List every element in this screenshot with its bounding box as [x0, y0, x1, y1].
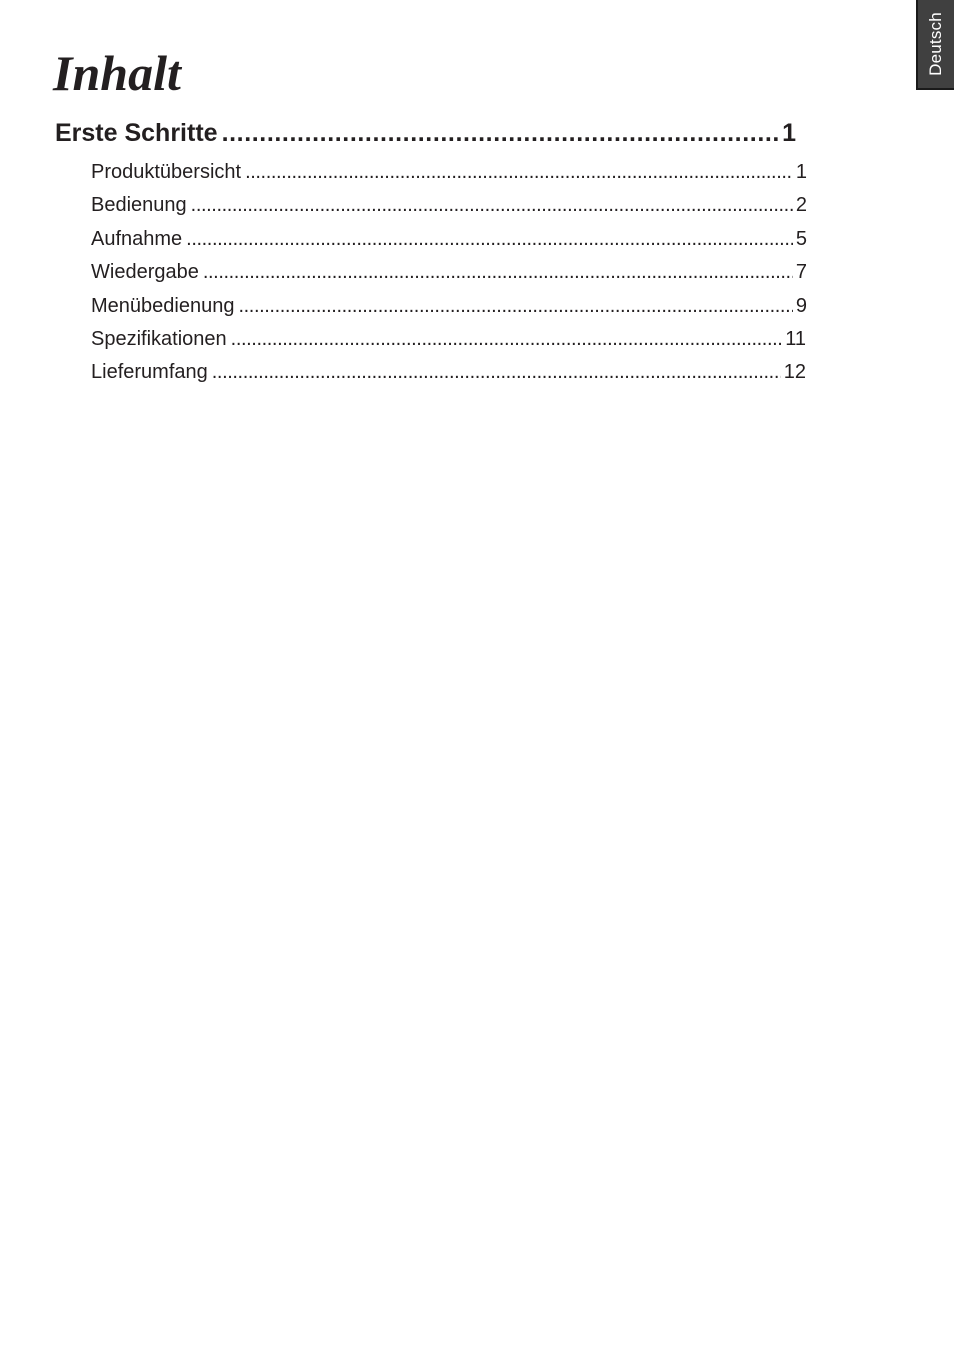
toc-entry[interactable]: [91, 290, 807, 323]
toc-entry-page: 5: [795, 227, 807, 250]
toc-entry[interactable]: [91, 189, 807, 222]
toc-entry[interactable]: [91, 356, 806, 389]
toc-entry-title: Menübedienung: [91, 294, 235, 317]
toc-chapter-page: 1: [782, 119, 796, 147]
toc-entry-page: 9: [795, 294, 807, 317]
toc-chapter-title: Erste Schritte: [55, 119, 218, 147]
toc-entry-title: Produktübersicht: [91, 161, 242, 183]
toc-entry-title: Spezifikationen: [91, 327, 227, 350]
toc-leader: [222, 114, 780, 152]
toc-entry-page: 2: [795, 194, 807, 217]
toc-leader: [191, 189, 793, 222]
toc-entry-title: Lieferumfang: [91, 361, 208, 384]
toc-entry-page: 7: [795, 261, 807, 284]
toc-leader: [231, 323, 783, 356]
toc-leader: [186, 223, 793, 256]
toc-entry-page: 11: [785, 327, 806, 350]
toc-leader: [212, 356, 781, 389]
toc-leader: [203, 256, 793, 289]
toc-entry-page: 12: [783, 361, 806, 384]
toc-leader: [238, 290, 792, 323]
toc-entry[interactable]: [91, 256, 807, 289]
toc-entry-title: Aufnahme: [91, 227, 183, 250]
toc-entry-title: Bedienung: [91, 194, 187, 217]
toc-leader: [245, 156, 793, 189]
toc-entry[interactable]: [91, 156, 807, 189]
language-tab: [916, 0, 954, 90]
toc-entry[interactable]: [91, 223, 807, 256]
table-of-contents: [55, 114, 815, 390]
page-title: Inhalt: [53, 45, 181, 101]
toc-entry[interactable]: [91, 323, 806, 356]
toc-entry-title: Wiedergabe: [91, 261, 199, 284]
toc-chapter[interactable]: [55, 114, 796, 152]
toc-entry-page: 1: [795, 161, 807, 183]
language-tab-label: Deutsch: [926, 12, 945, 76]
